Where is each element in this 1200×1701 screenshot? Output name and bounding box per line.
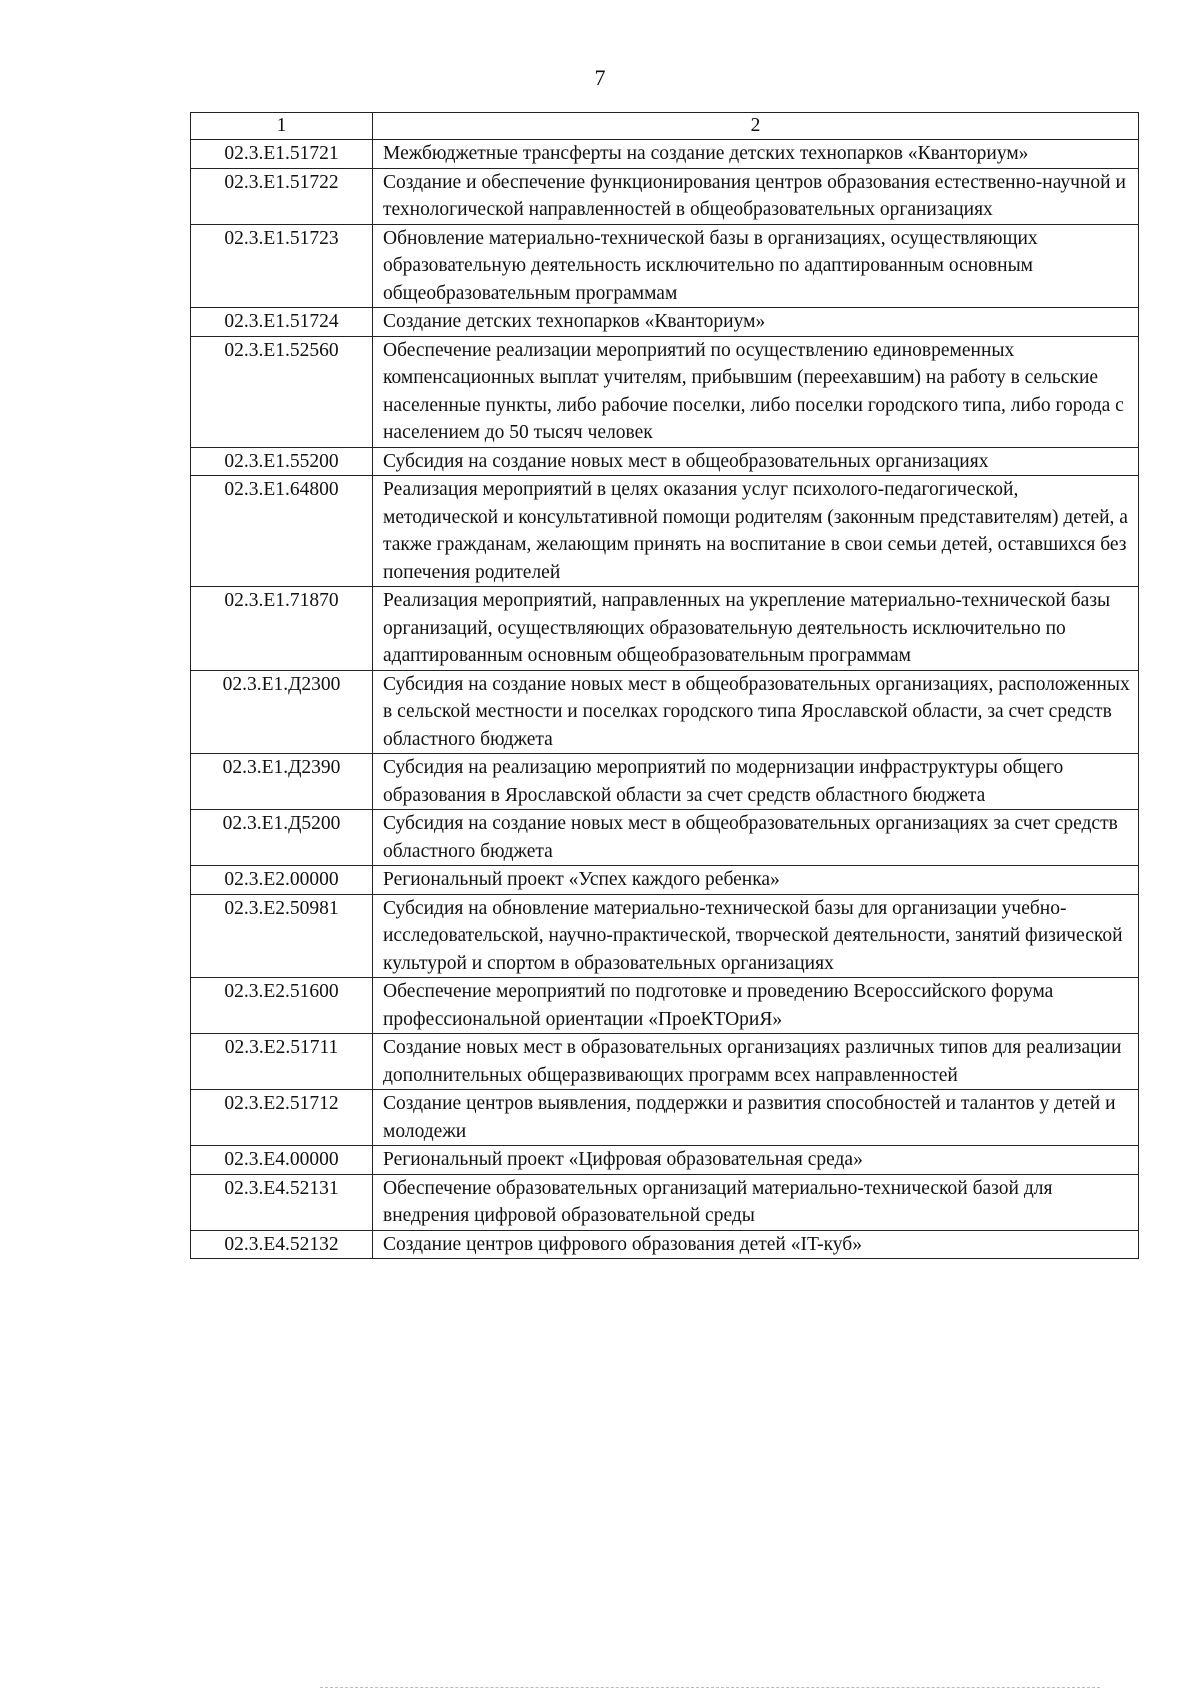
- column-header-name: 2: [373, 113, 1139, 140]
- table-row: [191, 1174, 1139, 1230]
- row-code: 02.3.E1.52560: [191, 336, 373, 447]
- scan-edge-marks: [320, 1687, 1100, 1690]
- row-code: 02.3.E2.51600: [191, 978, 373, 1034]
- table-row: [191, 866, 1139, 895]
- row-name: Обеспечение образовательных организаций материально-технической базой для внедрения цифровой образовательной среды: [373, 1174, 1139, 1230]
- row-name: Субсидия на создание новых мест в общеобразовательных организациях: [373, 447, 1139, 476]
- row-name: Субсидия на обновление материально-технической базы для организации учебно-исследовательской, научно-практической, творческой деятельности, занятий физической культурой и спортом в образовательных организациях: [373, 894, 1139, 978]
- row-name: Создание новых мест в образовательных организациях различных типов для реализации дополнительных общеразвивающих программ всех направленностей: [373, 1034, 1139, 1090]
- row-code: 02.3.E1.71870: [191, 587, 373, 671]
- column-header-code: 1: [191, 113, 373, 140]
- row-code: 02.3.E1.51721: [191, 140, 373, 169]
- row-name: Региональный проект «Цифровая образовательная среда»: [373, 1146, 1139, 1175]
- table-body: [191, 140, 1139, 1259]
- row-name: Создание и обеспечение функционирования центров образования естественно-научной и технологической направленностей в общеобразовательных организациях: [373, 168, 1139, 224]
- row-name: Субсидия на создание новых мест в общеобразовательных организациях за счет средств областного бюджета: [373, 810, 1139, 866]
- table-row: [191, 587, 1139, 671]
- row-code: 02.3.E1.Д2300: [191, 670, 373, 754]
- row-code: 02.3.E1.51723: [191, 224, 373, 308]
- table-header-row: [191, 113, 1139, 140]
- row-name: Межбюджетные трансферты на создание детских технопарков «Кванториум»: [373, 140, 1139, 169]
- row-name: Региональный проект «Успех каждого ребенка»: [373, 866, 1139, 895]
- row-name: Обеспечение реализации мероприятий по осуществлению единовременных компенсационных выплат учителям, прибывшим (переехавшим) на работу в сельские населенные пункты, либо рабочие поселки, либо поселки городского типа, либо города с населением до 50 тысяч человек: [373, 336, 1139, 447]
- row-code: 02.3.E1.51724: [191, 308, 373, 337]
- row-code: 02.3.E1.51722: [191, 168, 373, 224]
- table-row: [191, 978, 1139, 1034]
- table-row: [191, 168, 1139, 224]
- row-code: 02.3.E4.52132: [191, 1230, 373, 1259]
- table-row: [191, 140, 1139, 169]
- table-row: [191, 754, 1139, 810]
- table-row: [191, 224, 1139, 308]
- row-name: Реализация мероприятий в целях оказания услуг психолого-педагогической, методической и консультативной помощи родителям (законным представителям) детей, а также гражданам, желающим принять на воспитание в свои семьи детей, оставшихся без попечения родителей: [373, 476, 1139, 587]
- table-row: [191, 1146, 1139, 1175]
- row-code: 02.3.E1.55200: [191, 447, 373, 476]
- table-row: [191, 336, 1139, 447]
- row-name: Обеспечение мероприятий по подготовке и проведению Всероссийского форума профессиональной ориентации «ПроеКТОриЯ»: [373, 978, 1139, 1034]
- table-row: [191, 810, 1139, 866]
- row-name: Субсидия на реализацию мероприятий по модернизации инфраструктуры общего образования в Ярославской области за счет средств областного бюджета: [373, 754, 1139, 810]
- row-code: 02.3.E2.50981: [191, 894, 373, 978]
- table-row: [191, 447, 1139, 476]
- row-name: Создание центров цифрового образования детей «IT-куб»: [373, 1230, 1139, 1259]
- table-row: [191, 1034, 1139, 1090]
- table-row: [191, 670, 1139, 754]
- table-row: [191, 1230, 1139, 1259]
- page-number: 7: [594, 65, 606, 90]
- row-name: Создание центров выявления, поддержки и развития способностей и талантов у детей и молодежи: [373, 1090, 1139, 1146]
- row-name: Обновление материально-технической базы в организациях, осуществляющих образовательную деятельность исключительно по адаптированным основным общеобразовательным программам: [373, 224, 1139, 308]
- row-name: Субсидия на создание новых мест в общеобразовательных организациях, расположенных в сельской местности и поселках городского типа Ярославской области, за счет средств областного бюджета: [373, 670, 1139, 754]
- row-code: 02.3.E2.00000: [191, 866, 373, 895]
- table-row: [191, 1090, 1139, 1146]
- row-code: 02.3.E4.00000: [191, 1146, 373, 1175]
- row-code: 02.3.E1.Д5200: [191, 810, 373, 866]
- table-row: [191, 476, 1139, 587]
- row-code: 02.3.E1.Д2390: [191, 754, 373, 810]
- row-code: 02.3.E2.51712: [191, 1090, 373, 1146]
- row-name: Создание детских технопарков «Кванториум»: [373, 308, 1139, 337]
- budget-classification-table: [190, 112, 1139, 1259]
- row-code: 02.3.E4.52131: [191, 1174, 373, 1230]
- table-row: [191, 308, 1139, 337]
- row-code: 02.3.E1.64800: [191, 476, 373, 587]
- row-name: Реализация мероприятий, направленных на укрепление материально-технической базы организаций, осуществляющих образовательную деятельность исключительно по адаптированным основным общеобразовательным программам: [373, 587, 1139, 671]
- row-code: 02.3.E2.51711: [191, 1034, 373, 1090]
- table-row: [191, 894, 1139, 978]
